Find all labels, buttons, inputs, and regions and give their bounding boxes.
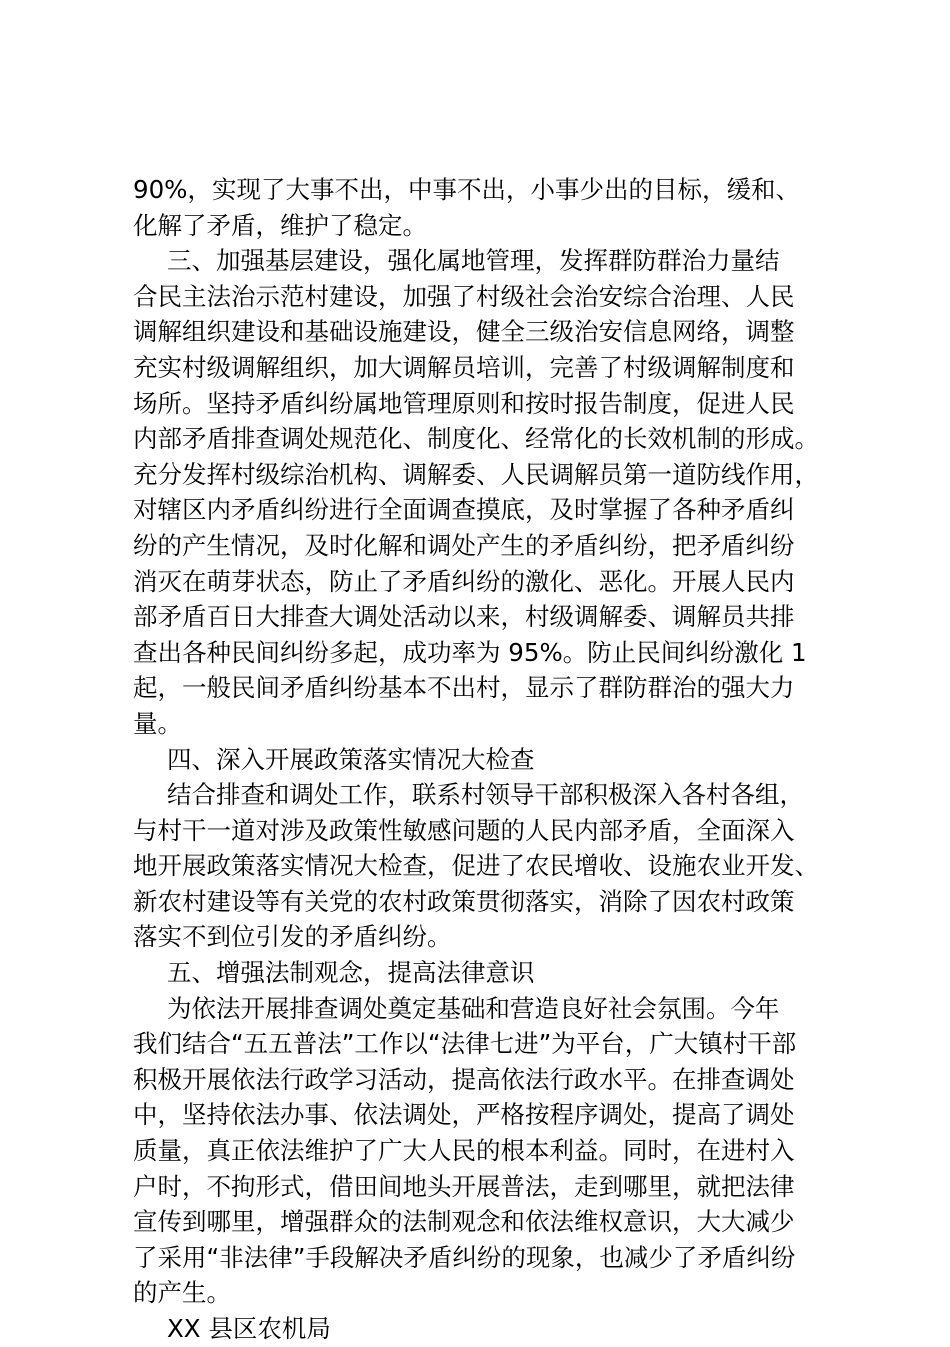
document-body bbox=[133, 172, 845, 1347]
text-line: 地开展政策落实情况大检查，促进了农民增收、设施农业开发、 bbox=[133, 851, 819, 881]
text-line: 合民主法治示范村建设，加强了村级社会治安综合治理、人民 bbox=[133, 281, 795, 311]
text-line: 的产生。 bbox=[133, 1278, 231, 1308]
text-line: 积极开展依法行政学习活动，提高依法行政水平。在排查调处 bbox=[133, 1064, 795, 1094]
text-line: 内部矛盾排查调处规范化、制度化、经常化的长效机制的形成。 bbox=[133, 424, 819, 454]
text-line: 90%，实现了大事不出，中事不出，小事少出的目标，缓和、 bbox=[133, 175, 800, 204]
text-line: 落实不到位引发的矛盾纠纷。 bbox=[133, 922, 452, 952]
text-line: 部矛盾百日大排查大调处活动以来，村级调解委、调解员共排 bbox=[133, 602, 795, 632]
text-line: 了采用“非法律”手段解决矛盾纠纷的现象，也减少了矛盾纠纷 bbox=[133, 1242, 796, 1272]
text-line: 中，坚持依法办事、依法调处，严格按程序调处，提高了调处 bbox=[133, 1100, 795, 1130]
text-line: 起，一般民间矛盾纠纷基本不出村，显示了群防群治的强大力 bbox=[133, 673, 795, 703]
text-line: 质量，真正依法维护了广大人民的根本利益。同时，在进村入 bbox=[133, 1136, 795, 1166]
signature-organization: XX 县区农机局 bbox=[167, 1314, 331, 1343]
text-line: 我们结合“五五普法”工作以“法律七进”为平台，广大镇村干部 bbox=[133, 1029, 797, 1059]
text-line: 户时，不拘形式，借田间地头开展普法，走到哪里，就把法律 bbox=[133, 1171, 795, 1201]
text-line: 与村干一道对涉及政策性敏感问题的人民内部矛盾，全面深入 bbox=[133, 815, 795, 845]
section-heading: 五、增强法制观念，提高法律意识 bbox=[167, 958, 535, 988]
text-line: 纷的产生情况，及时化解和调处产生的矛盾纠纷，把矛盾纠纷 bbox=[133, 530, 795, 560]
text-line: 化解了矛盾，维护了稳定。 bbox=[133, 210, 427, 240]
section-heading: 三、加强基层建设，强化属地管理，发挥群防群治力量结 bbox=[167, 246, 780, 276]
text-line: 场所。坚持矛盾纠纷属地管理原则和按时报告制度，促进人民 bbox=[133, 388, 795, 418]
text-line: 查出各种民间纠纷多起，成功率为 95%。防止民间纠纷激化 1 bbox=[133, 637, 807, 667]
text-line: 为依法开展排查调处奠定基础和营造良好社会氛围。今年 bbox=[167, 993, 780, 1023]
text-line: 充分发挥村级综治机构、调解委、人民调解员第一道防线作用， bbox=[133, 459, 819, 489]
text-line: 充实村级调解组织，加大调解员培训，完善了村级调解制度和 bbox=[133, 352, 795, 382]
text-line: 结合排查和调处工作，联系村领导干部积极深入各村各组， bbox=[167, 780, 804, 810]
text-line: 量。 bbox=[133, 708, 182, 738]
text-line: 宣传到哪里，增强群众的法制观念和依法维权意识，大大减少 bbox=[133, 1207, 795, 1237]
text-line: 新农村建设等有关党的农村政策贯彻落实，消除了因农村政策 bbox=[133, 886, 795, 916]
text-line: 消灭在萌芽状态，防止了矛盾纠纷的激化、恶化。开展人民内 bbox=[133, 566, 795, 596]
text-line: 对辖区内矛盾纠纷进行全面调查摸底，及时掌握了各种矛盾纠 bbox=[133, 495, 795, 525]
text-line: 调解组织建设和基础设施建设，健全三级治安信息网络，调整 bbox=[133, 317, 795, 347]
section-heading: 四、深入开展政策落实情况大检查 bbox=[167, 744, 535, 774]
